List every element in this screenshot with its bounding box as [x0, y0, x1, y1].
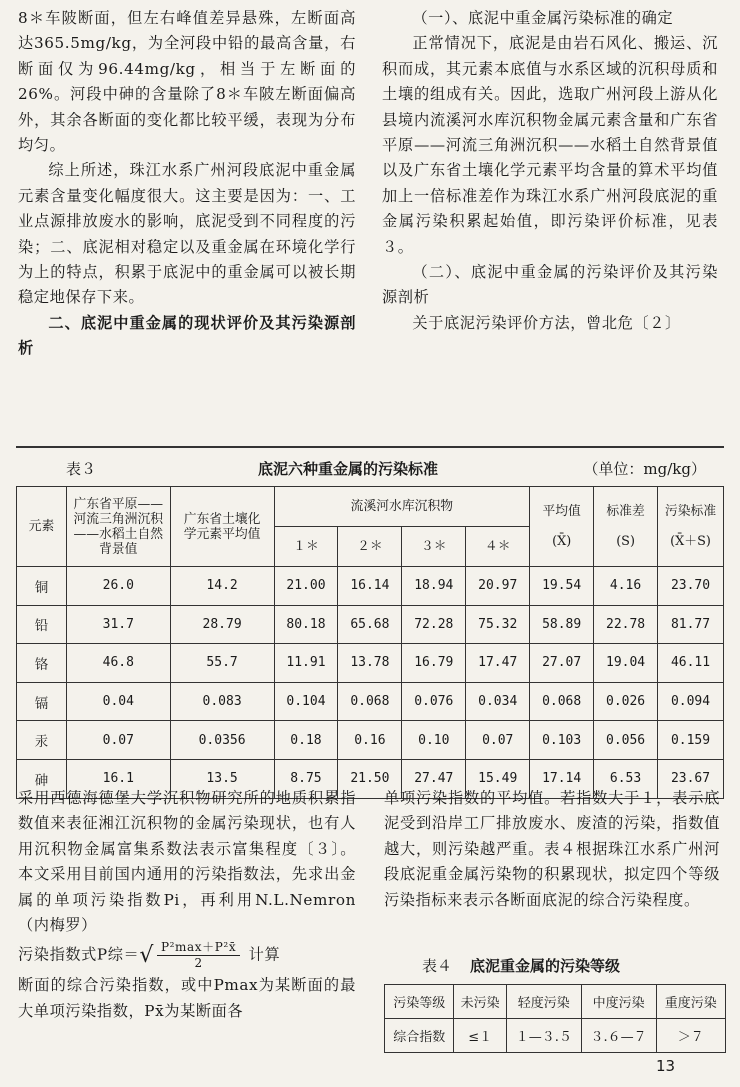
cell: 58.89: [530, 605, 594, 644]
cell: 0.068: [338, 682, 402, 721]
table3: [16, 486, 724, 799]
cell: 重度污染: [656, 985, 725, 1019]
cell: 23.67: [658, 759, 724, 798]
cell: 0.07: [466, 721, 530, 760]
paragraph: 断面的综合污染指数，或中Pmax为某断面的最大单项污染指数，Px̄为某断面各: [18, 976, 356, 1020]
cell: 0.026: [594, 682, 658, 721]
cell: 6.53: [594, 759, 658, 798]
formula-prefix: 污染指数式P综＝: [18, 945, 140, 964]
cell: 15.49: [466, 759, 530, 798]
table3-caption: [66, 458, 706, 482]
text-column-top-right: [382, 6, 718, 336]
table-row: [17, 682, 724, 721]
header-standard: 污染标准 (X̄＋S): [658, 487, 724, 567]
formula-line: [18, 940, 356, 971]
cell: 污染等级: [385, 985, 454, 1019]
paragraph: 8＊车陂断面，但左右峰值差异悬殊，左断面高达365.5mg/kg，为全河段中铅的最高含量，右断面仅为96.44mg/kg，相当于左断面的26%。河段中砷的含量除了8＊车陂左断面偏高外，其余各断面的变化都比较平缓，表现为分布均匀。: [18, 9, 356, 155]
cell: 0.103: [530, 721, 594, 760]
cell: 0.04: [66, 682, 170, 721]
table-row: [17, 644, 724, 683]
cell: 16.1: [66, 759, 170, 798]
table-row: [17, 605, 724, 644]
cell: 19.04: [594, 644, 658, 683]
cell: 未污染: [454, 985, 506, 1019]
cell: 0.0356: [170, 721, 274, 760]
paragraph: 单项污染指数的平均值。若指数大于１，表示底泥受到沿岸工厂排放废水、废渣的污染，指数值越大，则污染越严重。表４根据珠江水系广州河段底泥重金属污染物的积累现状，拟定四个等级污染指标来表示各断面底泥的综合污染程度。: [384, 789, 720, 909]
cell: 46.8: [66, 644, 170, 683]
text-column-bottom-right: [384, 786, 720, 913]
cell: 4.16: [594, 567, 658, 606]
cell-element: 镉: [17, 682, 67, 721]
cell: 0.10: [402, 721, 466, 760]
cell: 22.78: [594, 605, 658, 644]
table4-caption: [422, 955, 722, 976]
formula-denominator: 2: [194, 956, 203, 971]
formula-fraction: [157, 940, 240, 971]
cell: 27.47: [402, 759, 466, 798]
cell: 28.79: [170, 605, 274, 644]
table4-title: 底泥重金属的污染等级: [470, 957, 621, 975]
cell: 16.79: [402, 644, 466, 683]
header-site-3: ３＊: [402, 527, 466, 567]
cell: 80.18: [274, 605, 338, 644]
header-mean: 平均值 (X̄): [530, 487, 594, 567]
cell-element: 铜: [17, 567, 67, 606]
formula-numerator: P²max＋P²x̄: [157, 940, 240, 956]
cell: 中度污染: [581, 985, 656, 1019]
cell: 20.97: [466, 567, 530, 606]
cell: 21.00: [274, 567, 338, 606]
page-number: 13: [656, 1057, 676, 1075]
cell: 0.083: [170, 682, 274, 721]
table-row: [385, 1019, 726, 1053]
header-reservoir: 流溪河水库沉积物: [274, 487, 530, 527]
cell: 0.068: [530, 682, 594, 721]
table3-title: 底泥六种重金属的污染标准: [258, 460, 439, 478]
cell: 55.7: [170, 644, 274, 683]
paragraph: 综上所述，珠江水系广州河段底泥中重金属元素含量变化幅度很大。这主要是因为：一、工业点源排放废水的影响，底泥受到不同程度的污染；二、底泥相对稳定以及重金属在环境化学行为上的特点，积累于底泥中的重金属可以被长期稳定地保存下来。: [18, 161, 356, 307]
header-site-1: １＊: [274, 527, 338, 567]
cell: 31.7: [66, 605, 170, 644]
header-sd: 标准差 (S): [594, 487, 658, 567]
cell: 18.94: [402, 567, 466, 606]
cell: 17.47: [466, 644, 530, 683]
cell: 16.14: [338, 567, 402, 606]
header-guangdong-soil: 广东省土壤化学元素平均值: [170, 487, 274, 567]
cell: 0.094: [658, 682, 724, 721]
cell-element: 铬: [17, 644, 67, 683]
cell: 综合指数: [385, 1019, 454, 1053]
paragraph: 正常情况下，底泥是由岩石风化、搬运、沉积而成，其元素本底值与水系区域的沉积母质和土壤的组成有关。因此，选取广州河段上游从化县境内流溪河水库沉积物金属元素含量和广东省平原——河流三角洲沉积——水稻土自然背景值以及广东省土壤化学元素平均含量的算术平均值加上一倍标准差作为珠江水系广州河段底泥的重金属污染积累起始值，即污染评价标准，见表３。: [382, 34, 718, 256]
cell: 14.2: [170, 567, 274, 606]
cell: 轻度污染: [506, 985, 581, 1019]
cell: ３.６—７: [581, 1019, 656, 1053]
header-site-4: ４＊: [466, 527, 530, 567]
cell: ＞７: [656, 1019, 725, 1053]
cell: 0.159: [658, 721, 724, 760]
sqrt-symbol: √: [139, 943, 154, 969]
cell: 27.07: [530, 644, 594, 683]
header-site-2: ２＊: [338, 527, 402, 567]
cell: 75.32: [466, 605, 530, 644]
cell-element: 汞: [17, 721, 67, 760]
paragraph: 关于底泥污染评价方法，曾北危〔２〕: [412, 313, 681, 332]
cell: 26.0: [66, 567, 170, 606]
table4-number: 表４: [422, 957, 453, 975]
header-guangdong-plain: 广东省平原——河流三角洲沉积——水稻土自然背景值: [66, 487, 170, 567]
cell: 0.076: [402, 682, 466, 721]
table-row: [17, 567, 724, 606]
cell: 46.11: [658, 644, 724, 683]
table3-unit: （单位：mg/kg）: [583, 460, 706, 478]
table-row: [385, 985, 726, 1019]
formula-suffix: 计算: [248, 945, 281, 964]
cell: １—３.５: [506, 1019, 581, 1053]
cell: 0.104: [274, 682, 338, 721]
subsection-heading: （一）、底泥中重金属污染标准的确定: [412, 9, 674, 27]
table-row: [17, 721, 724, 760]
cell: 0.034: [466, 682, 530, 721]
table4: [384, 984, 726, 1053]
cell: 11.91: [274, 644, 338, 683]
header-element: 元素: [17, 487, 67, 567]
table3-number: 表３: [66, 460, 97, 478]
cell: 0.07: [66, 721, 170, 760]
cell: 19.54: [530, 567, 594, 606]
cell: 13.78: [338, 644, 402, 683]
paragraph: 采用西德海德堡大学沉积物研究所的地质积累指数值来表征湘江沉积物的金属污染现状，也有人用沉积物金属富集系数法表示富集程度〔３〕。本文采用目前国内通用的污染指数法，先求出金属的单项污染指数Pi，再利用N.L.Nemron（内梅罗）: [18, 789, 356, 935]
cell: 81.77: [658, 605, 724, 644]
cell-element: 铅: [17, 605, 67, 644]
cell: 13.5: [170, 759, 274, 798]
cell: 65.68: [338, 605, 402, 644]
cell: 0.18: [274, 721, 338, 760]
cell: 21.50: [338, 759, 402, 798]
text-column-bottom-left: [18, 786, 356, 1024]
subsection-heading: （二）、底泥中重金属的污染评价及其污染源剖析: [382, 263, 718, 307]
cell: 72.28: [402, 605, 466, 644]
cell: 8.75: [274, 759, 338, 798]
cell: 0.16: [338, 721, 402, 760]
cell: 0.056: [594, 721, 658, 760]
table-top-rule: [16, 446, 724, 448]
cell-element: 砷: [17, 759, 67, 798]
text-column-top-left: [18, 6, 356, 362]
section-heading: 二、底泥中重金属的现状评价及其污染源剖析: [18, 313, 356, 358]
cell: ≤１: [454, 1019, 506, 1053]
cell: 23.70: [658, 567, 724, 606]
cell: 17.14: [530, 759, 594, 798]
